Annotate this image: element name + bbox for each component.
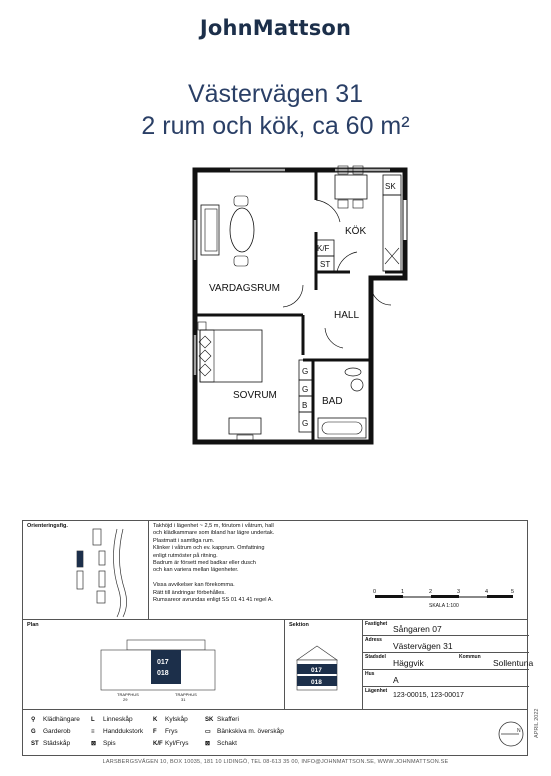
legend-item: K/F Kyl/Frys (153, 740, 189, 747)
fixture-kyl-frys: K/F (317, 244, 330, 253)
room-label-vardagsrum: VARDAGSRUM (209, 283, 280, 294)
room-label-sovrum: SOVRUM (233, 390, 277, 401)
fact-lagenhet: Lägenhet 123-00015, 123-00017 (365, 688, 464, 699)
orientation-title: Orienteringsfig. (27, 523, 68, 529)
scale-tick: 4 (485, 589, 489, 595)
notes-text (153, 523, 343, 604)
legend-item: K Kylskåp (153, 716, 188, 723)
stair-label: TRAPPHUS (175, 692, 197, 697)
scale-bar (373, 589, 523, 615)
legend-item: ST Städskåp (31, 740, 71, 747)
note-line: Rätt till ändringar förbehålles. (153, 589, 226, 596)
fixture-garderob-2: G (302, 385, 309, 394)
building-plan-drawing (23, 620, 285, 710)
legend-item: G Garderob (31, 728, 71, 735)
building-plan (23, 620, 285, 710)
fixture-garderob-3: G (302, 419, 309, 428)
date-label: APRIL 2022 (534, 708, 540, 738)
apartment-subtitle: 2 rum och kök, ca 60 m² (141, 112, 410, 140)
note-line: Takhöjd i lägenhet ~ 2,5 m, förutom i våtrum, hall (153, 523, 274, 529)
room-label-hall: HALL (334, 310, 360, 321)
section-drawing (285, 620, 363, 710)
section-unit-a: 017 (311, 667, 322, 674)
address-title: Västervägen 31 (187, 80, 364, 108)
legend-item: ⚲ Klädhängare (31, 716, 80, 723)
stair-number: 31 (181, 697, 186, 702)
legend-item: ▭ Bänkskiva m. överskåp (205, 728, 284, 735)
section-unit-b: 018 (311, 679, 322, 686)
property-facts (363, 620, 534, 710)
brand-logo: JohnMattson (199, 16, 352, 40)
fact-stadsdel: Stadsdel Häggvik Kommun Sollentuna (365, 654, 534, 668)
legend (22, 710, 528, 756)
room-label-kok: KÖK (345, 226, 367, 237)
hanger-icon: ⚲ (31, 717, 36, 723)
note-line: enligt rutmöster på ritning. (153, 552, 218, 559)
note-line: Vissa avvikelser kan förekomma. (153, 582, 235, 589)
stair-number: 29 (123, 697, 128, 702)
legend-item: ≡ Handdukstork (91, 728, 144, 735)
orientation-map (23, 521, 149, 619)
fact-adress: Adress Västervägen 31 (363, 636, 529, 653)
plan-unit-b: 018 (157, 670, 169, 677)
scale-tick: 1 (401, 589, 405, 595)
scale-tick: 3 (457, 589, 461, 595)
plan-unit-a: 017 (157, 659, 169, 666)
note-line: och kan variera mellan lägenheter. (153, 567, 239, 574)
note-line (153, 575, 343, 582)
fixture-garderob-1: G (302, 367, 309, 376)
fixture-stadskap: ST (320, 260, 331, 269)
note-line: Plastmatt i samtliga rum. (153, 537, 215, 544)
legend-item: ⊠ Spis (91, 740, 116, 747)
fact-fastighet: Fastighet Sångaren 07 (363, 620, 529, 636)
stair-label: TRAPPHUS (117, 692, 139, 697)
room-label-bad: BAD (322, 396, 343, 407)
legend-item: F Frys (153, 728, 178, 735)
plan-title: Plan (27, 622, 39, 628)
legend-item: L Linneskåp (91, 716, 133, 723)
note-line: Rumsareor avrundas enligt SS 01 41 41 regel A. (153, 597, 274, 604)
orientation-figure (23, 521, 149, 619)
legend-item: SK Skafferi (205, 716, 239, 723)
footer-address: LARSBERGSVÄGEN 10, BOX 10035, 181 10 LIDINGÖ, TEL 08-613 35 00, INFO@JOHNMATTSON.SE, WWW.JOHNMATTSON.SE (102, 759, 449, 765)
legend-item: ⊠ Schakt (205, 740, 237, 747)
fixture-skafferi: SK (385, 182, 396, 191)
scale-tick: 5 (511, 589, 515, 595)
north-arrow-icon (497, 720, 525, 748)
fixture-bankskiva: B (302, 401, 308, 410)
note-line: och klädkammare som ibland har lägre undertak. (153, 530, 275, 537)
north-label: N (517, 728, 521, 734)
scale-tick: 2 (429, 589, 433, 595)
towel-rack-icon: ≡ (91, 729, 95, 735)
section-title: Sektion (289, 622, 309, 628)
stove-icon: ⊠ (91, 741, 97, 747)
note-line: Klinker i våtrum och ev. kapprum. Omfattning (153, 545, 265, 552)
fact-hus: Hus A (363, 670, 529, 687)
counter-icon: ▭ (205, 729, 211, 735)
scale-label: SKALA 1:100 (429, 603, 459, 609)
details-section (22, 620, 534, 710)
building-section (285, 620, 363, 710)
info-box (22, 520, 528, 620)
shaft-icon: ⊠ (205, 741, 211, 747)
scale-tick: 0 (373, 589, 377, 595)
note-line: Badrum är försett med badkar eller dusch (153, 560, 256, 567)
floor-plan (185, 160, 415, 445)
